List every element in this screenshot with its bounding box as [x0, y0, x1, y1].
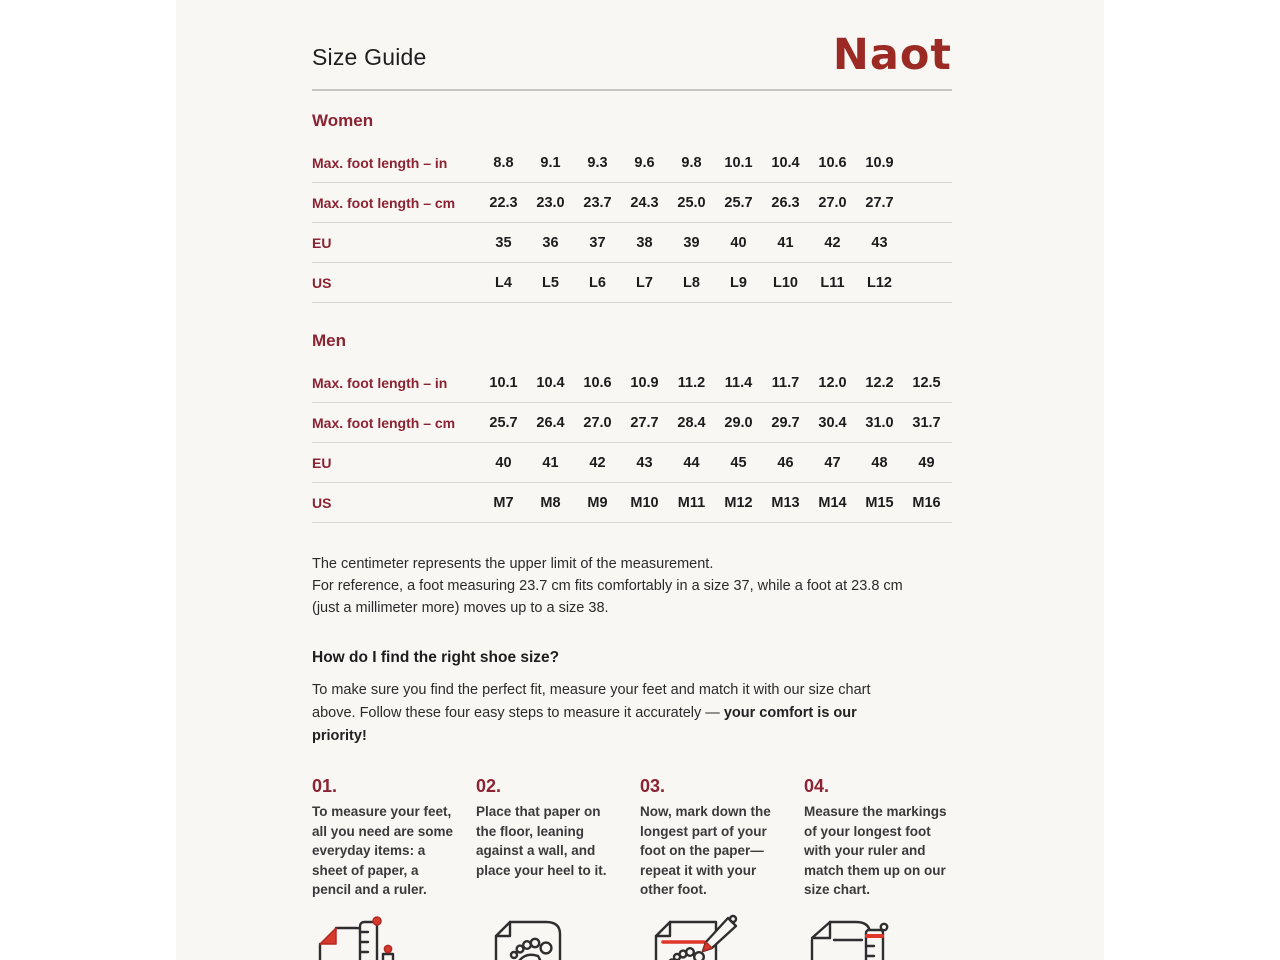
size-value: 11.2: [677, 374, 706, 391]
size-value: L9: [730, 274, 747, 291]
size-value: 39: [683, 234, 700, 251]
size-value: L10: [773, 274, 798, 291]
step-number: 02.: [476, 776, 502, 796]
step-03: [640, 776, 788, 900]
men-section-heading: Men: [312, 331, 346, 350]
size-value: 49: [918, 454, 935, 471]
size-value: M8: [540, 494, 561, 511]
size-value: 31.7: [912, 414, 941, 431]
step-number: 01.: [312, 776, 338, 796]
size-value: 10.6: [818, 154, 847, 171]
size-value: 42: [589, 454, 606, 471]
size-value: M14: [818, 494, 847, 511]
men-table-row: [312, 403, 952, 443]
row-label: EU: [312, 234, 332, 251]
women-table-row: [312, 223, 952, 263]
size-value: 27.0: [818, 194, 847, 211]
row-label: Max. foot length – cm: [312, 414, 456, 431]
size-value: 23.7: [583, 194, 612, 211]
row-label: US: [312, 494, 332, 511]
measurement-note: [312, 553, 952, 619]
size-value: 41: [777, 234, 794, 251]
row-label: Max. foot length – in: [312, 374, 448, 391]
size-value: 46: [777, 454, 794, 471]
note-line: For reference, a foot measuring 23.7 cm fits comfortably in a size 37, while a foot at 23.8 cm: [312, 578, 903, 594]
size-value: L12: [867, 274, 892, 291]
howto-intro-text: To make sure you find the perfect fit, measure your feet and match it with our size chart above. Follow these four easy steps to measure it accurately —: [312, 682, 871, 721]
size-value: 10.4: [536, 374, 565, 391]
size-value: 29.7: [771, 414, 800, 431]
note-line: The centimeter represents the upper limit of the measurement.: [312, 556, 714, 572]
size-value: 10.9: [865, 154, 894, 171]
men-size-table: [312, 363, 952, 523]
naot-logo: Naot: [832, 30, 952, 80]
size-value: M12: [724, 494, 753, 511]
paper-heel-footprint-icon: [476, 914, 624, 960]
size-value: 48: [871, 454, 888, 471]
row-label: Max. foot length – in: [312, 154, 448, 171]
size-value: 40: [495, 454, 512, 471]
size-value: 42: [824, 234, 841, 251]
size-value: 30.4: [818, 414, 847, 431]
women-table-row: [312, 263, 952, 303]
men-table-row: [312, 443, 952, 483]
size-value: M16: [912, 494, 941, 511]
howto-heading: How do I find the right shoe size?: [312, 649, 560, 666]
size-value: 27.7: [865, 194, 894, 211]
size-value: M9: [587, 494, 608, 511]
step-01: [312, 776, 460, 900]
step-02: [476, 776, 624, 900]
size-value: 10.1: [489, 374, 518, 391]
size-value: M15: [865, 494, 894, 511]
men-table-row: [312, 483, 952, 523]
size-value: 24.3: [630, 194, 659, 211]
size-value: 12.0: [818, 374, 847, 391]
size-value: M13: [771, 494, 800, 511]
paper-ruler-measure-icon: [804, 914, 952, 960]
size-value: L7: [636, 274, 653, 291]
row-label: Max. foot length – cm: [312, 194, 456, 211]
size-value: 22.3: [489, 194, 518, 211]
size-value: 36: [542, 234, 559, 251]
size-value: L8: [683, 274, 700, 291]
size-value: 9.8: [681, 154, 702, 171]
step-text: To measure your feet, all you need are some everyday items: a sheet of paper, a pencil and a ruler.: [312, 804, 454, 897]
size-value: 9.3: [587, 154, 608, 171]
size-value: 10.6: [583, 374, 612, 391]
size-value: 9.1: [540, 154, 561, 171]
step-icons-row: [312, 914, 952, 960]
size-value: L5: [542, 274, 559, 291]
size-value: 25.7: [724, 194, 753, 211]
size-value: 25.0: [677, 194, 706, 211]
size-value: M11: [677, 494, 706, 511]
size-value: 10.4: [771, 154, 800, 171]
paper-footprint-pencil-mark-icon: [640, 914, 788, 960]
size-value: 27.7: [630, 414, 659, 431]
size-guide-page: [176, 0, 1104, 960]
size-value: 27.0: [583, 414, 612, 431]
row-label: EU: [312, 454, 332, 471]
size-value: 12.2: [865, 374, 894, 391]
size-value: 35: [495, 234, 512, 251]
header-divider: [312, 89, 952, 91]
size-value: 31.0: [865, 414, 894, 431]
size-value: 23.0: [536, 194, 565, 211]
size-value: L6: [589, 274, 606, 291]
step-text: Now, mark down the longest part of your foot on the paper—repeat it with your other foot.: [640, 804, 771, 897]
page-header: [312, 30, 952, 80]
step-number: 03.: [640, 776, 666, 796]
women-table-row: [312, 183, 952, 223]
page-title: Size Guide: [312, 44, 427, 70]
step-number: 04.: [804, 776, 830, 796]
row-label: US: [312, 274, 332, 291]
size-value: 41: [542, 454, 559, 471]
step-04: [804, 776, 952, 900]
note-line: (just a millimeter more) moves up to a size 38.: [312, 600, 609, 616]
women-table-row: [312, 143, 952, 183]
size-value: 25.7: [489, 414, 518, 431]
size-value: 10.9: [630, 374, 659, 391]
size-value: 38: [636, 234, 653, 251]
women-section-heading: Women: [312, 111, 374, 130]
size-value: 40: [730, 234, 747, 251]
howto-intro-bold: your comfort is our priority!: [312, 705, 857, 744]
size-value: 28.4: [677, 414, 706, 431]
step-text: Measure the markings of your longest foot with your ruler and match them up on our size chart.: [804, 804, 947, 897]
size-value: 47: [824, 454, 841, 471]
size-value: 26.4: [536, 414, 565, 431]
size-value: 10.1: [724, 154, 753, 171]
size-value: M10: [630, 494, 659, 511]
howto-intro: [312, 679, 898, 748]
size-value: L4: [495, 274, 512, 291]
size-value: 44: [683, 454, 700, 471]
size-value: L11: [820, 274, 845, 291]
size-value: 37: [589, 234, 606, 251]
size-value: M7: [493, 494, 514, 511]
size-value: 29.0: [724, 414, 753, 431]
paper-ruler-pencil-icon: [312, 914, 460, 960]
size-value: 45: [730, 454, 747, 471]
size-value: 12.5: [912, 374, 941, 391]
size-value: 8.8: [493, 154, 514, 171]
steps-row: [312, 776, 952, 900]
men-table-row: [312, 363, 952, 403]
size-value: 11.4: [724, 374, 753, 391]
size-value: 26.3: [771, 194, 800, 211]
size-value: 43: [636, 454, 653, 471]
step-text: Place that paper on the floor, leaning against a wall, and place your heel to it.: [476, 804, 607, 878]
women-size-table: [312, 143, 952, 303]
size-value: 43: [871, 234, 888, 251]
size-value: 9.6: [634, 154, 655, 171]
size-value: 11.7: [771, 374, 800, 391]
